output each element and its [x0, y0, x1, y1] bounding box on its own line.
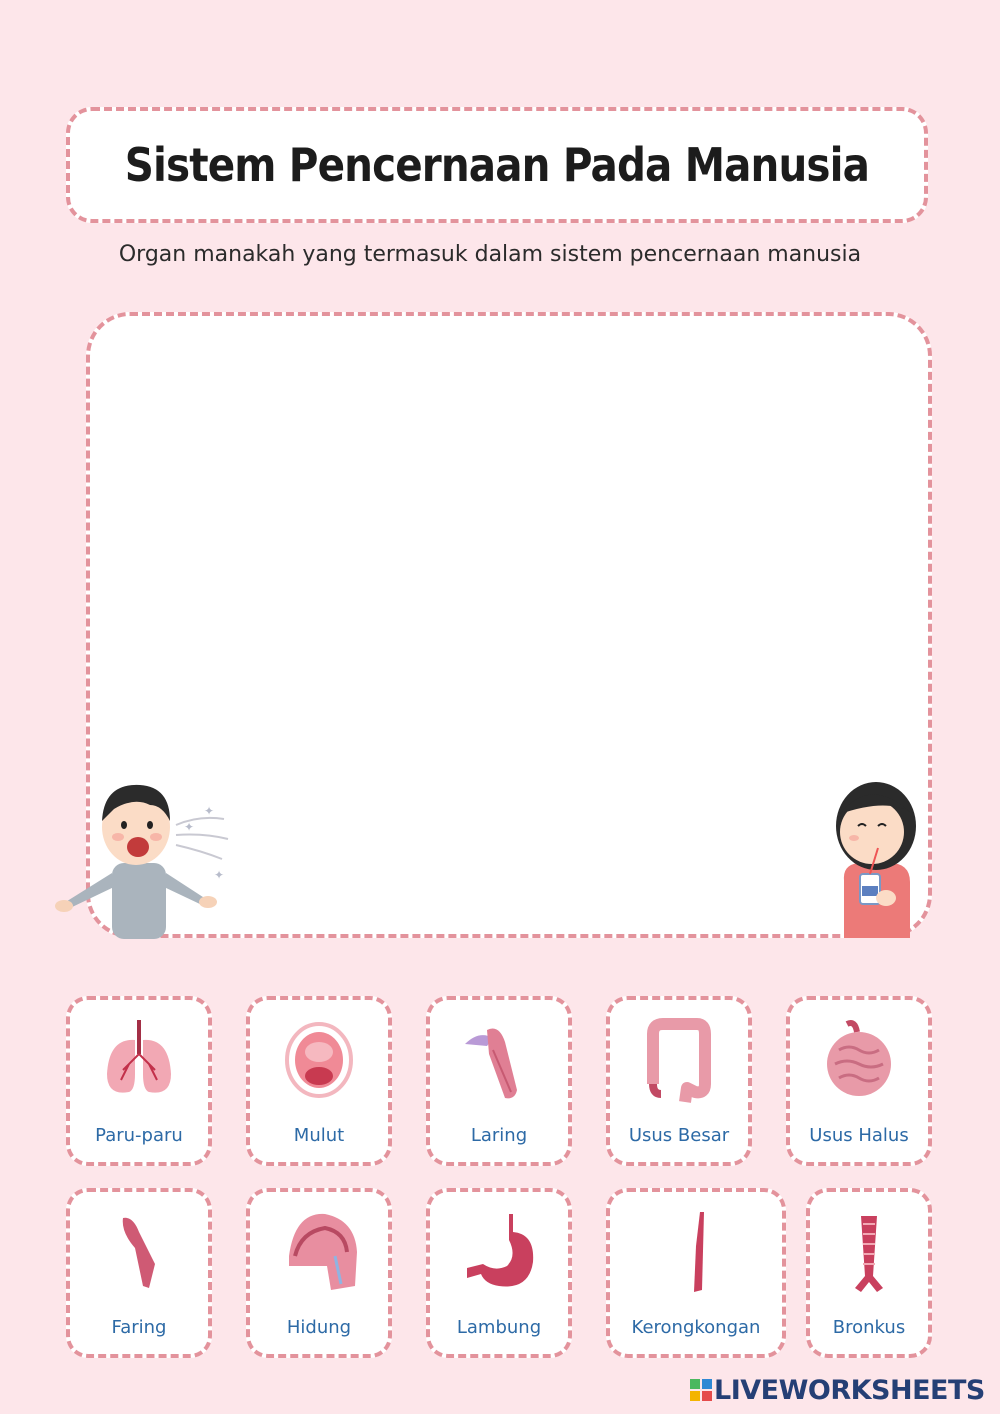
liveworksheets-logo — [690, 1374, 985, 1406]
card-label: Bronkus — [832, 1317, 906, 1338]
mouth-icon — [279, 1014, 359, 1104]
card-label: Faring — [111, 1317, 167, 1338]
larynx-icon — [459, 1014, 539, 1104]
brand-name: LIVEWORKSHEETS — [714, 1374, 985, 1406]
card-label: Usus Besar — [628, 1125, 730, 1146]
card-label: Paru-paru — [95, 1125, 183, 1146]
card-lambung[interactable] — [426, 1188, 572, 1358]
svg-text:✦: ✦ — [214, 868, 225, 882]
card-label: Lambung — [456, 1317, 542, 1338]
svg-text:✦: ✦ — [204, 804, 215, 818]
card-label: Hidung — [286, 1317, 352, 1338]
card-bronkus[interactable] — [806, 1188, 932, 1358]
svg-text:✦: ✦ — [184, 820, 195, 834]
instruction-text: Organ manakah yang termasuk dalam sistem pencernaan manusia — [118, 242, 862, 267]
card-label: Usus Halus — [809, 1125, 909, 1146]
card-mulut[interactable] — [246, 996, 392, 1166]
lungs-icon — [99, 1014, 179, 1104]
card-usus-besar[interactable] — [606, 996, 752, 1166]
page-title: Sistem Pencernaan Pada Manusia — [124, 138, 870, 192]
title-box — [66, 107, 928, 223]
bronchus-icon — [839, 1206, 899, 1296]
card-label: Mulut — [293, 1125, 345, 1146]
small-intestine-icon — [819, 1014, 899, 1104]
nose-icon — [279, 1206, 359, 1296]
card-laring[interactable] — [426, 996, 572, 1166]
card-kerongkongan[interactable] — [606, 1188, 786, 1358]
logo-grid-icon — [690, 1379, 712, 1401]
esophagus-icon — [656, 1206, 736, 1296]
stomach-icon — [459, 1206, 539, 1296]
card-usus-halus[interactable] — [786, 996, 932, 1166]
girl-drinking-illustration — [826, 768, 930, 940]
card-hidung[interactable] — [246, 1188, 392, 1358]
card-label: Kerongkongan — [631, 1317, 761, 1338]
card-label: Laring — [470, 1125, 528, 1146]
pharynx-icon — [99, 1206, 179, 1296]
card-paru-paru[interactable] — [66, 996, 212, 1166]
card-faring[interactable] — [66, 1188, 212, 1358]
boy-breathing-illustration — [54, 775, 234, 943]
large-intestine-icon — [639, 1014, 719, 1104]
